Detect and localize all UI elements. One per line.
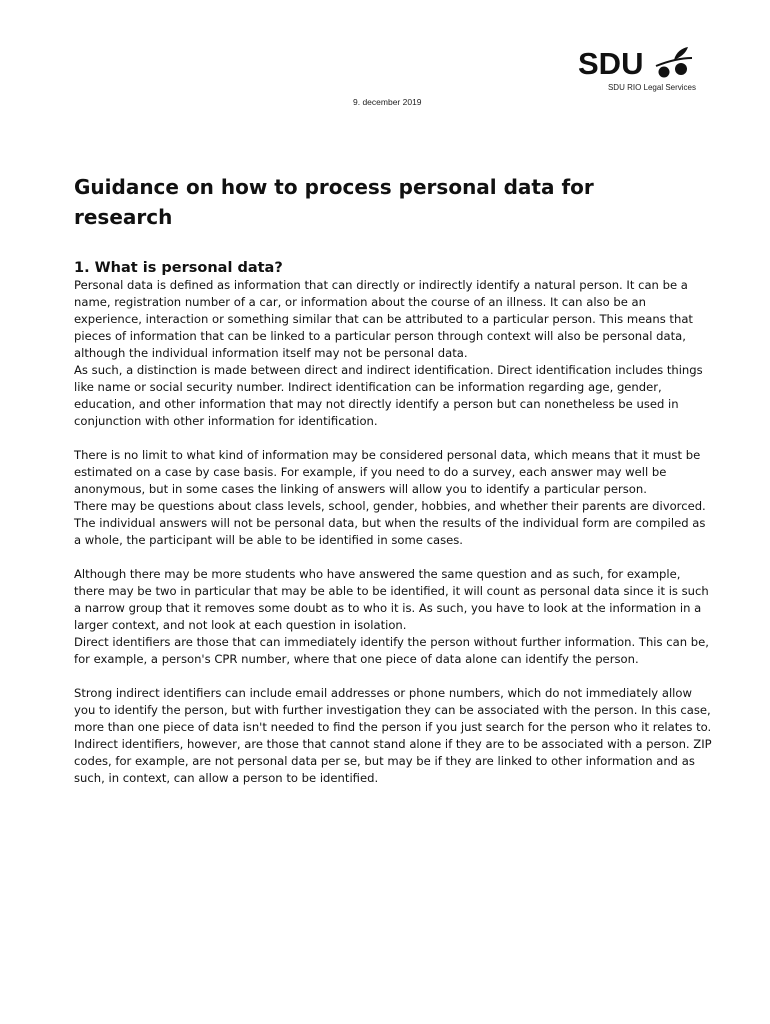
- paragraph: There may be questions about class levels, school, gender, hobbies, and whether their parents are divorced. The individual answers will not be personal data, but when the results of the individual form are compiled as a whole, the participant will be able to be identified in some cases.: [74, 499, 706, 547]
- department-label: SDU RIO Legal Services: [607, 83, 696, 92]
- paragraph: Direct identifiers are those that can immediately identify the person without further information. This can be, for example, a person's CPR number, where that one piece of data alone can identify the person.: [74, 635, 709, 666]
- logo-text: SDU: [578, 46, 644, 81]
- paragraph: There is no limit to what kind of information may be considered personal data, which means that it must be estimated on a case by case basis. For example, if you need to do a survey, each answer may well be anonymous, but in some cases the linking of answers will allow you to identify a particular person.: [74, 448, 701, 496]
- document-date: 9. december 2019: [353, 97, 422, 107]
- paragraph: Indirect identifiers, however, are those that cannot stand alone if they are to be associated with a person. ZIP codes, for example, are not personal data per se, but may be if they are linked to other information and as such, in context, can allow a person to be identified.: [74, 737, 712, 785]
- section-heading: 1. What is personal data?: [74, 260, 283, 276]
- paragraph: Personal data is defined as information that can directly or indirectly identify a natural person. It can be a name, registration number of a car, or information about the course of an illness. It can also be an experience, interaction or something similar that can be attributed to a particular person. This means that pieces of information that can be linked to a particular person through context will also be personal data, although the individual information itself may not be personal data.: [74, 278, 693, 360]
- sdu-logo: [578, 44, 698, 84]
- paragraph: Although there may be more students who have answered the same question and as such, for example, there may be two in particular that may be able to be identified, it will count as personal data since it is such a narrow group that it removes some doubt as to who it is. As such, you have to look at the information in a larger context, and not look at each question in isolation.: [74, 567, 709, 632]
- page-title: Guidance on how to process personal data for research: [74, 175, 594, 229]
- paragraph: As such, a distinction is made between direct and indirect identification. Direct identification includes things like name or social security number. Indirect identification can be information regarding age, gender, education, and other information that may not directly identify a person but can nonetheless be used in conjunction with other information for identification.: [74, 363, 703, 428]
- paragraph: Strong indirect identifiers can include email addresses or phone numbers, which do not immediately allow you to identify the person, but with further investigation they can be associated with the person. In this case, more than one piece of data isn't needed to find the person if you just search for the person who it relates to.: [74, 686, 712, 734]
- olive-branch-icon: [654, 46, 694, 80]
- section-body: [74, 277, 714, 787]
